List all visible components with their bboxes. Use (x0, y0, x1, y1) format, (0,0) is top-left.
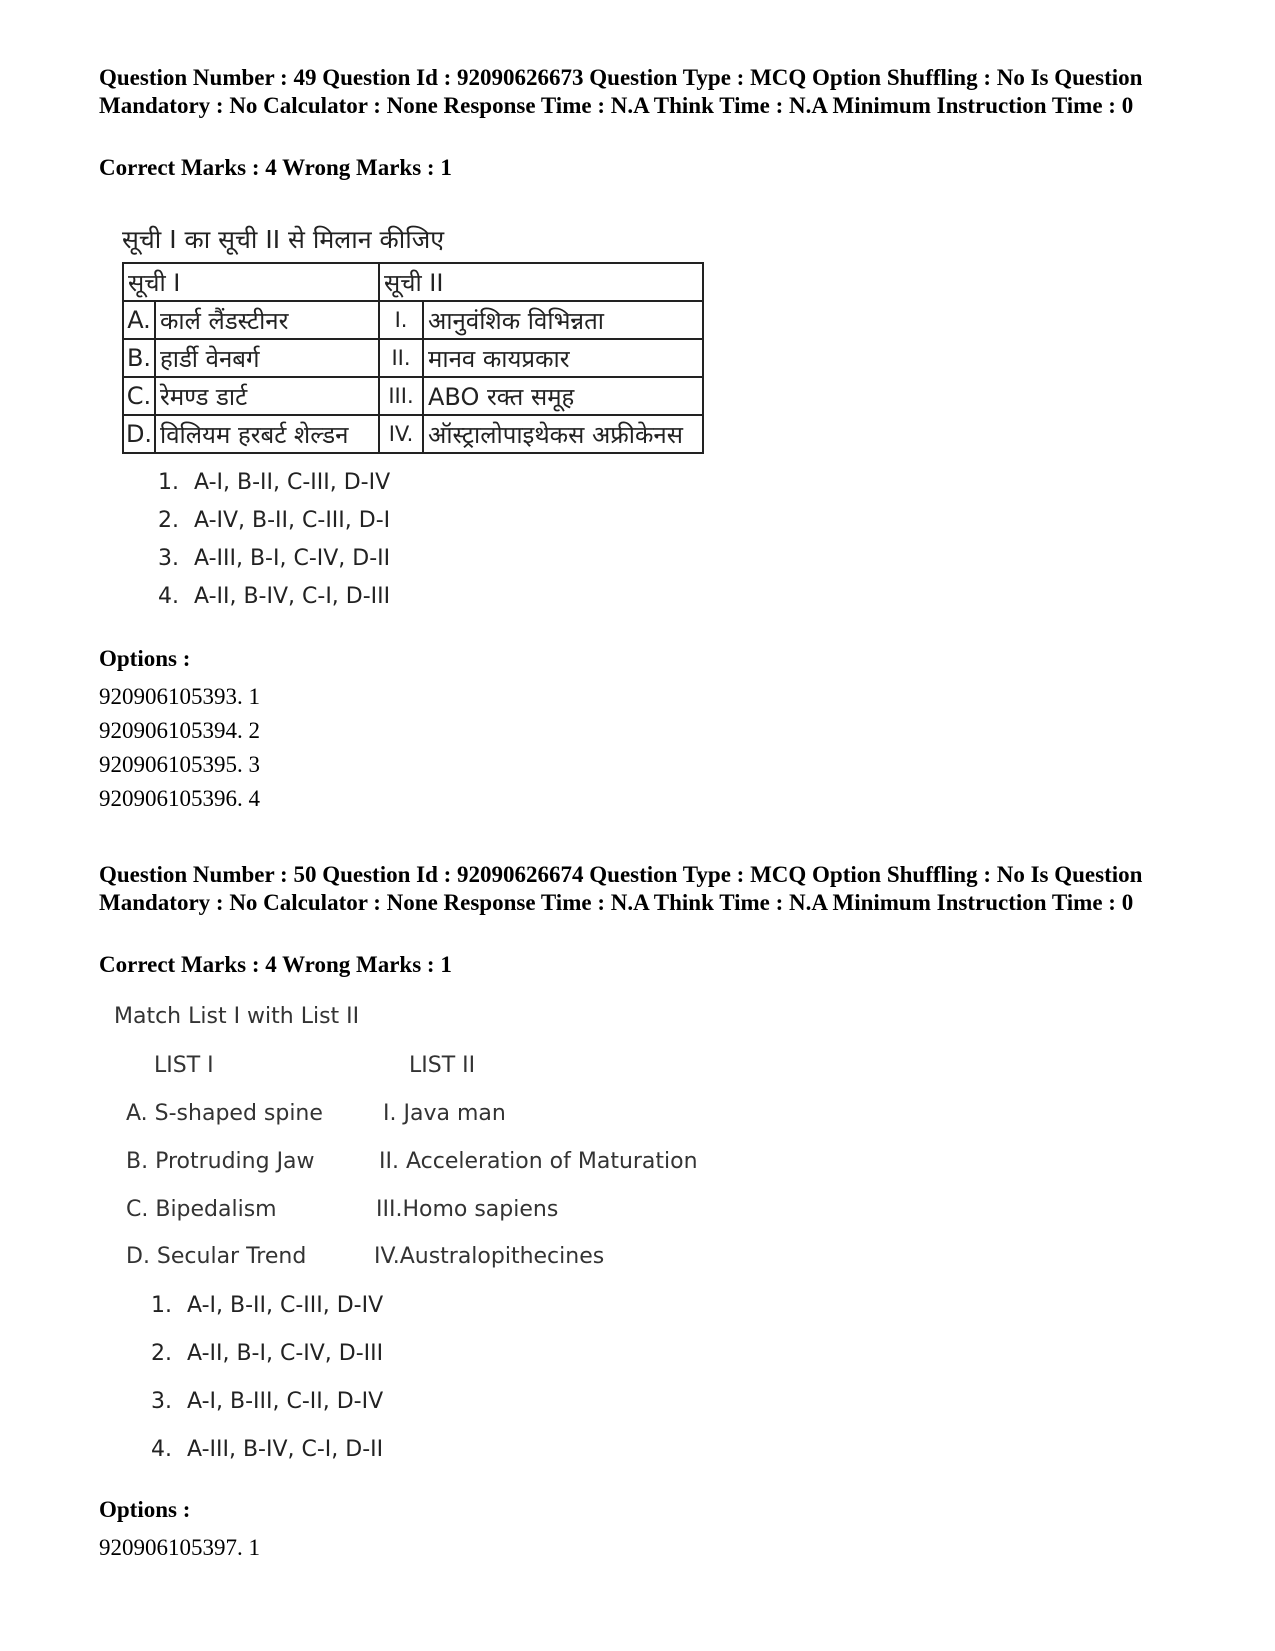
list-2-item: III.Homo sapiens (376, 1197, 559, 1222)
list-2-header: सूची II (379, 263, 703, 301)
choice-number: 1. (151, 1293, 172, 1318)
list-2-item: मानव कायप्रकार (423, 339, 703, 377)
list-1-item: हार्डी वेनबर्ग (155, 339, 379, 377)
q49-instruction: सूची I का सूची II से मिलान कीजिए (122, 225, 445, 254)
row-numeral: IV. (379, 415, 423, 453)
choice-number: 4. (151, 1437, 172, 1462)
row-numeral: I. (379, 301, 423, 339)
list-1-header: LIST I (154, 1053, 214, 1078)
option-item: 920906105393. 1 (99, 684, 260, 709)
choice-number: 3. (151, 1389, 172, 1414)
option-item: 920906105395. 3 (99, 752, 260, 777)
choice-item (158, 470, 390, 495)
choice-number: 3. (158, 546, 179, 571)
list-1-item: कार्ल लैंडस्टीनर (155, 301, 379, 339)
list-1-header: सूची I (123, 263, 379, 301)
choice-text: A-IV, B-II, C-III, D-I (194, 508, 391, 533)
choice-text: A-II, B-IV, C-I, D-III (194, 584, 391, 609)
option-item: 920906105397. 1 (99, 1535, 260, 1560)
row-letter: D. (123, 415, 155, 453)
table-header-row (123, 263, 703, 301)
row-letter: B. (123, 339, 155, 377)
choice-text: A-III, B-IV, C-I, D-II (187, 1437, 384, 1462)
q50-marks: Correct Marks : 4 Wrong Marks : 1 (99, 952, 452, 977)
choice-number: 2. (151, 1341, 172, 1366)
q50-metadata: Question Number : 50 Question Id : 92090626674 Question Type : MCQ Option Shuffling : No Is Question Mandatory : No Calculator : None Response Time : N.A Think Time : N.A Minimum Instruction Time : 0 (99, 862, 1143, 915)
table-row (123, 339, 703, 377)
choice-item (151, 1341, 383, 1366)
choice-number: 4. (158, 584, 179, 609)
q50-options-list (99, 1531, 260, 1565)
q49-options-label: Options : (99, 646, 191, 671)
list-1-item: D. Secular Trend (126, 1244, 307, 1269)
list-2-item: I. Java man (383, 1101, 506, 1126)
list-2-item: II. Acceleration of Maturation (379, 1149, 698, 1174)
list-2-item: आनुवंशिक विभिन्नता (423, 301, 703, 339)
q49-match-table (122, 262, 704, 454)
choice-text: A-I, B-III, C-II, D-IV (187, 1389, 384, 1414)
table-row (123, 415, 703, 453)
q49-metadata: Question Number : 49 Question Id : 92090626673 Question Type : MCQ Option Shuffling : No Is Question Mandatory : No Calculator : None Response Time : N.A Think Time : N.A Minimum Instruction Time : 0 (99, 65, 1143, 118)
choice-item (158, 584, 390, 609)
list-2-item: IV.Australopithecines (374, 1244, 605, 1269)
choice-text: A-I, B-II, C-III, D-IV (187, 1293, 384, 1318)
table-row (123, 377, 703, 415)
q49-options-list (99, 680, 260, 816)
list-1-item: रेमण्ड डार्ट (155, 377, 379, 415)
q50-instruction: Match List I with List II (114, 1004, 360, 1029)
choice-text: A-III, B-I, C-IV, D-II (194, 546, 391, 571)
table-row (123, 301, 703, 339)
choice-number: 1. (158, 470, 179, 495)
q50-options-label: Options : (99, 1497, 191, 1522)
choice-item (151, 1389, 383, 1414)
option-item: 920906105396. 4 (99, 786, 260, 811)
list-2-item: ऑस्ट्रालोपाइथेकस अफ्रीकेनस (423, 415, 703, 453)
choice-number: 2. (158, 508, 179, 533)
list-1-item: विलियम हरबर्ट शेल्डन (155, 415, 379, 453)
choice-text: A-II, B-I, C-IV, D-III (187, 1341, 384, 1366)
row-numeral: II. (379, 339, 423, 377)
list-1-item: B. Protruding Jaw (126, 1149, 315, 1174)
option-item: 920906105394. 2 (99, 718, 260, 743)
q49-marks: Correct Marks : 4 Wrong Marks : 1 (99, 155, 452, 180)
list-1-item: C. Bipedalism (126, 1197, 277, 1222)
choice-item (158, 546, 390, 571)
choice-item (151, 1293, 383, 1318)
choice-item (151, 1437, 383, 1462)
list-2-header: LIST II (409, 1053, 476, 1078)
choice-text: A-I, B-II, C-III, D-IV (194, 470, 391, 495)
list-1-item: A. S-shaped spine (126, 1101, 323, 1126)
row-numeral: III. (379, 377, 423, 415)
list-2-item: ABO रक्त समूह (423, 377, 703, 415)
row-letter: C. (123, 377, 155, 415)
choice-item (158, 508, 390, 533)
row-letter: A. (123, 301, 155, 339)
